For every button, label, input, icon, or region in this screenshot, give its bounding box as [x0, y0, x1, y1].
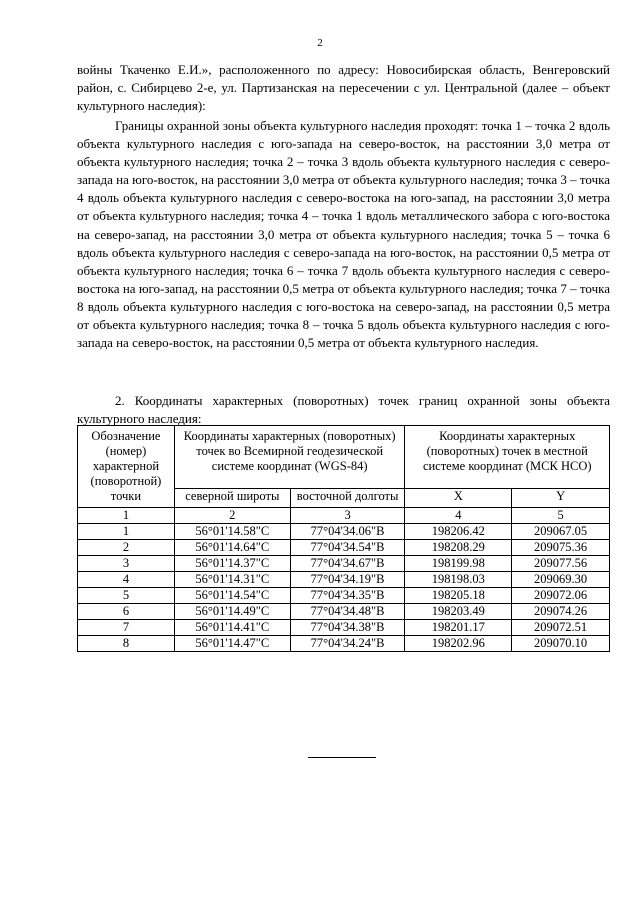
section-2-text: 2. Координаты характерных (поворотных) точек границ охранной зоны объекта культурного наследия: — [77, 393, 610, 427]
subheader-x: X — [405, 488, 512, 507]
header-point: Обозначение (номер) характерной (поворотной) точки — [78, 426, 175, 508]
latitude: 56°01'14.58"С — [174, 524, 290, 540]
coord-x: 198201.17 — [405, 620, 512, 636]
column-number: 2 — [174, 508, 290, 524]
point-number: 2 — [78, 540, 175, 556]
column-number: 3 — [290, 508, 405, 524]
latitude: 56°01'14.41"С — [174, 620, 290, 636]
coord-x: 198202.96 — [405, 636, 512, 652]
table-row — [78, 636, 610, 652]
header-wgs: Координаты характерных (поворотных) точек во Всемирной геодезической системе координат (WGS-84) — [174, 426, 405, 489]
longitude: 77°04'34.35"В — [290, 588, 405, 604]
point-number: 5 — [78, 588, 175, 604]
coord-x: 198199.98 — [405, 556, 512, 572]
latitude: 56°01'14.64"С — [174, 540, 290, 556]
longitude: 77°04'34.19"В — [290, 572, 405, 588]
coord-y: 209069.30 — [512, 572, 610, 588]
point-number: 3 — [78, 556, 175, 572]
table-header-row — [78, 426, 610, 489]
coord-y: 209074.26 — [512, 604, 610, 620]
coord-y: 209070.10 — [512, 636, 610, 652]
table-row — [78, 556, 610, 572]
longitude: 77°04'34.38"В — [290, 620, 405, 636]
intro-text: войны Ткаченко Е.И.», расположенного по адресу: Новосибирская область, Венгеровский район, с. Сибирцево 2-е, ул. Партизанская на пересечении с ул. Центральной (далее – объект культурного наследия): — [77, 62, 610, 114]
table-row — [78, 588, 610, 604]
coord-x: 198198.03 — [405, 572, 512, 588]
coord-x: 198205.18 — [405, 588, 512, 604]
column-number: 4 — [405, 508, 512, 524]
column-number-row — [78, 508, 610, 524]
latitude: 56°01'14.47"С — [174, 636, 290, 652]
latitude: 56°01'14.49"С — [174, 604, 290, 620]
latitude: 56°01'14.31"С — [174, 572, 290, 588]
coord-y: 209077.56 — [512, 556, 610, 572]
coordinates-table — [77, 425, 610, 652]
coord-x: 198206.42 — [405, 524, 512, 540]
coord-x: 198208.29 — [405, 540, 512, 556]
point-number: 6 — [78, 604, 175, 620]
boundaries-paragraph — [77, 117, 610, 352]
coord-y: 209075.36 — [512, 540, 610, 556]
intro-paragraph — [77, 61, 610, 115]
point-number: 8 — [78, 636, 175, 652]
table-row — [78, 604, 610, 620]
coord-y: 209067.05 — [512, 524, 610, 540]
longitude: 77°04'34.24"В — [290, 636, 405, 652]
table-row — [78, 524, 610, 540]
boundaries-text: Границы охранной зоны объекта культурного наследия проходят: точка 1 – точка 2 вдоль объекта культурного наследия с юго-запада на северо-восток, на расстоянии 3,0 метра от объекта культурного наследия; точка 2 – точка 3 вдоль объекта культурного наследия с северо-запада на юго-восток, на расстоянии 3,0 метра от объекта культурного наследия; точка 3 – точка 4 вдоль объекта культурного наследия с северо-востока на юго-запад, на расстоянии 3,0 метра от объекта культурного наследия; точка 4 – точка 1 вдоль металлического забора с юго-востока на северо-запад, на расстоянии 3,0 метра от объекта культурного наследия; точка 5 – точка 6 вдоль объекта культурного наследия с северо-запада на юго-восток, на расстоянии 0,5 метра от объекта культурного наследия; точка 6 – точка 7 вдоль объекта культурного наследия с северо-востока на юго-запад, на расстоянии 0,5 метра от объекта культурного наследия; точка 7 – точка 8 вдоль объекта культурного наследия с юго-востока на северо-запад, на расстоянии 0,5 метра от объекта культурного наследия; точка 8 – точка 5 вдоль объекта культурного наследия с юго-запада на северо-восток, на расстоянии 0,5 метра от объекта культурного наследия. — [77, 118, 610, 351]
column-number: 5 — [512, 508, 610, 524]
page-number: 2 — [317, 37, 323, 49]
subheader-y: Y — [512, 488, 610, 507]
column-number: 1 — [78, 508, 175, 524]
point-number: 4 — [78, 572, 175, 588]
header-local: Координаты характерных (поворотных) точек в местной системе координат (МСК НСО) — [405, 426, 610, 489]
coordinates-table-body — [78, 426, 610, 652]
subheader-lon: восточной долготы — [290, 488, 405, 507]
coord-x: 198203.49 — [405, 604, 512, 620]
table-row — [78, 620, 610, 636]
section-2-paragraph — [77, 392, 610, 428]
longitude: 77°04'34.54"В — [290, 540, 405, 556]
coord-y: 209072.06 — [512, 588, 610, 604]
longitude: 77°04'34.06"В — [290, 524, 405, 540]
subheader-lat: северной широты — [174, 488, 290, 507]
point-number: 1 — [78, 524, 175, 540]
point-number: 7 — [78, 620, 175, 636]
latitude: 56°01'14.54"С — [174, 588, 290, 604]
coord-y: 209072.51 — [512, 620, 610, 636]
table-row — [78, 540, 610, 556]
table-row — [78, 572, 610, 588]
end-of-document-line — [308, 757, 376, 758]
longitude: 77°04'34.67"В — [290, 556, 405, 572]
longitude: 77°04'34.48"В — [290, 604, 405, 620]
latitude: 56°01'14.37"С — [174, 556, 290, 572]
